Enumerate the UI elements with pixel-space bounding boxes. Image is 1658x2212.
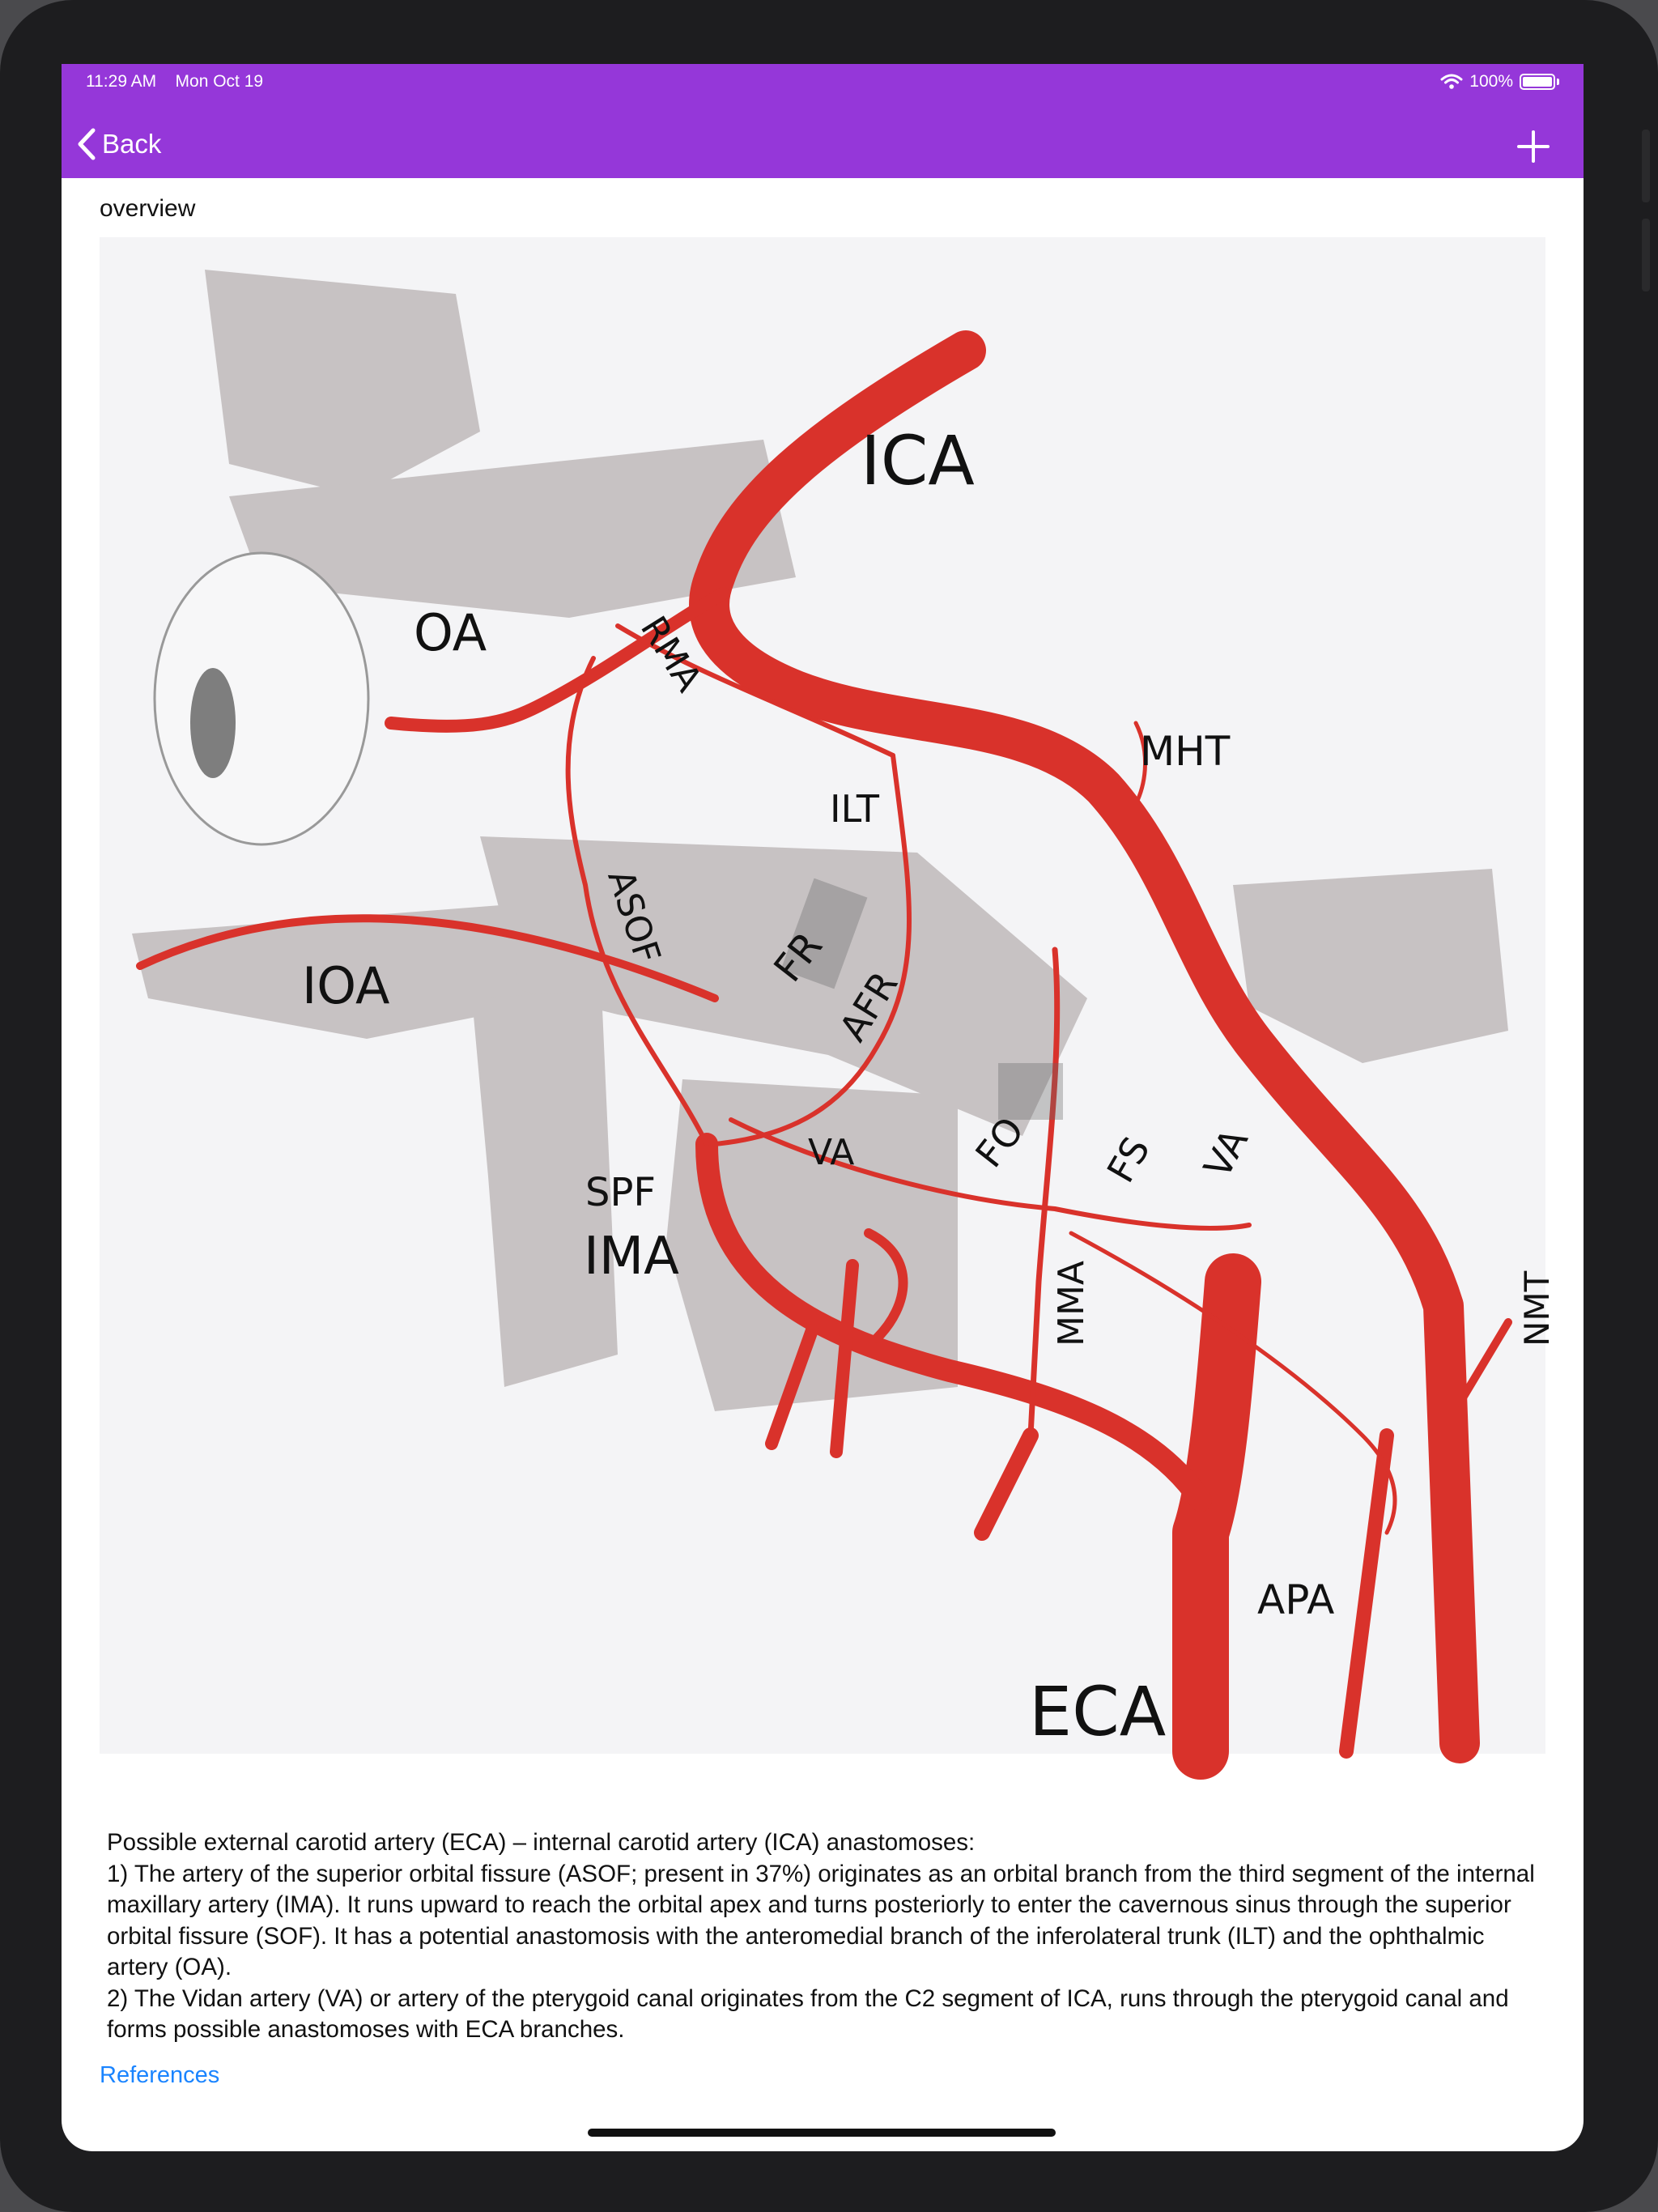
plus-icon[interactable] [1516, 129, 1551, 164]
label-rma: RMA [631, 609, 710, 700]
label-apa: APA [1257, 1576, 1335, 1623]
battery-fill [1523, 77, 1552, 87]
volume-down-button [1642, 219, 1650, 291]
label-oa: OA [414, 603, 487, 662]
orbit-bone [205, 270, 480, 496]
page-title: overview [100, 195, 196, 222]
back-button[interactable] [76, 124, 161, 164]
volume-up-button [1642, 130, 1650, 202]
label-fo: FO [967, 1108, 1033, 1176]
label-spf: SPF [585, 1170, 657, 1215]
battery-icon [1520, 74, 1555, 90]
description-line-1: Possible external carotid artery (ECA) – internal carotid artery (ICA) anastomoses: [107, 1829, 976, 1856]
nmt-vessel [1460, 1322, 1508, 1403]
app-screen [62, 64, 1584, 2151]
apa-vessel [1346, 1436, 1387, 1751]
references-link[interactable]: References [100, 2062, 220, 2088]
battery-tip [1557, 79, 1559, 85]
back-button-label: Back [102, 129, 162, 159]
status-indicators [1440, 72, 1559, 91]
description-line-3: 2) The Vidan artery (VA) or artery of the pterygoid canal originates from the C2 segment of ICA, runs through the pterygoid canal and forms possible anastomoses with ECA branches. [107, 1984, 1509, 2043]
description-line-2: 1) The artery of the superior orbital fissure (ASOF; present in 37%) originates as an orbital branch from the third segment of the internal maxillary artery (IMA). It runs upward to reach the orbital apex and turns posteriorly to enter the cavernous sinus through the superior orbital fissure (SOF). It has a potential anastomosis with the anteromedial branch of the inferolateral trunk (ILT) and the ophthalmic artery (OA). [107, 1860, 1535, 1980]
label-ioa: IOA [302, 956, 390, 1015]
label-mht: MHT [1140, 728, 1231, 775]
label-ilt: ILT [830, 787, 879, 831]
label-eca: ECA [1029, 1672, 1167, 1751]
status-date-text: Mon Oct 19 [175, 72, 264, 91]
label-fr: FR [765, 923, 831, 991]
eye-lens [190, 668, 236, 778]
label-afr: AFR [831, 963, 907, 1049]
description-text [107, 1827, 1548, 2046]
battery-percent: 100% [1469, 72, 1513, 91]
eye-globe [155, 553, 368, 844]
label-mma: MMA [1051, 1260, 1092, 1346]
label-asof: ASOF [599, 865, 669, 969]
label-fs: FS [1098, 1129, 1158, 1190]
status-time-text: 11:29 AM [86, 72, 157, 91]
petrous-bone [1233, 869, 1508, 1063]
eca-vessel [1201, 1282, 1233, 1751]
label-va-right: VA [1195, 1121, 1257, 1185]
status-time [86, 72, 263, 91]
foramen-ovale-shade [998, 1063, 1063, 1120]
anatomy-figure [100, 237, 1557, 1754]
label-ima: IMA [584, 1227, 679, 1287]
chevron-left-icon [76, 127, 97, 161]
eca-branch-1 [982, 1436, 1031, 1533]
anastomosis-diagram [100, 237, 1557, 1754]
wifi-icon [1440, 74, 1463, 90]
label-nmt: NMT [1517, 1270, 1557, 1346]
label-va-mid: VA [808, 1132, 855, 1173]
home-indicator[interactable] [588, 2129, 1056, 2137]
status-bar [62, 64, 1584, 114]
navigation-bar [62, 114, 1584, 178]
label-ica: ICA [861, 421, 975, 500]
